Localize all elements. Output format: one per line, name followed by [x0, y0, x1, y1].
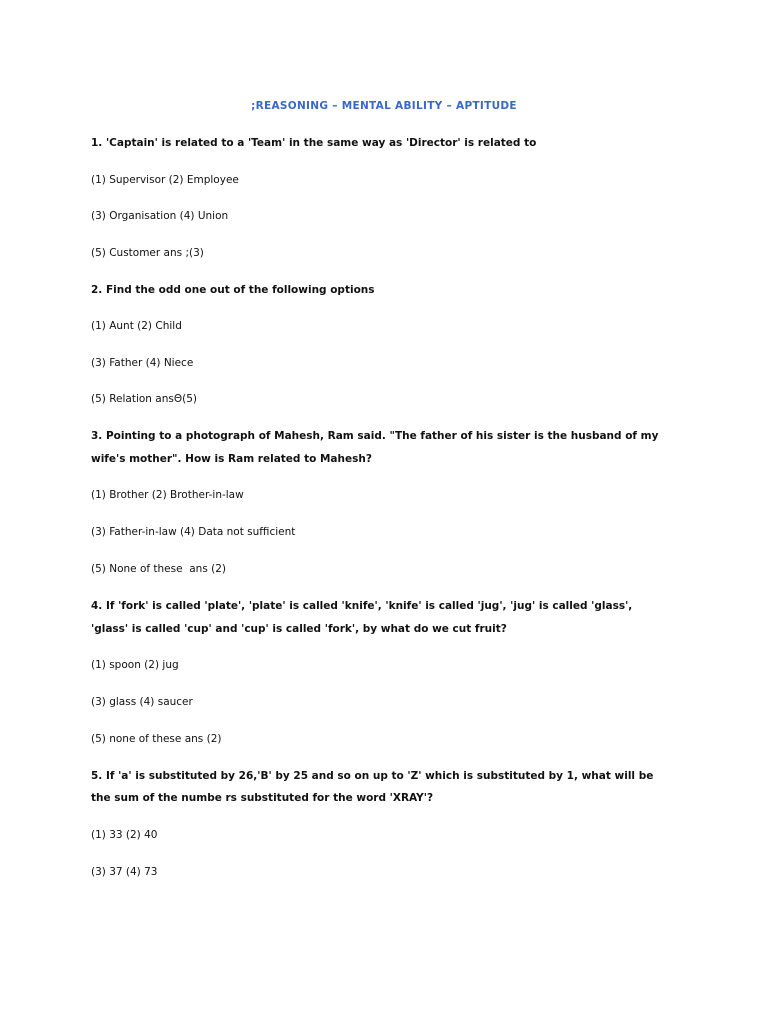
- document-title: ;REASONING – MENTAL ABILITY – APTITUDE: [251, 100, 517, 112]
- question-2-text: 2. Find the odd one out of the following options: [91, 284, 375, 296]
- question-2-option-line: (1) Aunt (2) Child: [91, 320, 182, 332]
- question-4-option-line: (1) spoon (2) jug: [91, 659, 179, 671]
- question-5-option-line: (1) 33 (2) 40: [91, 829, 158, 841]
- question-1-option-line: (3) Organisation (4) Union: [91, 210, 229, 222]
- question-1-text: 1. 'Captain' is related to a 'Team' in the same way as 'Director' is related to: [91, 137, 537, 149]
- question-3-text-cont: wife's mother". How is Ram related to Mahesh?: [91, 453, 372, 465]
- question-4-text: 4. If 'fork' is called 'plate', 'plate' is called 'knife', 'knife' is called 'jug', 'jug' is called 'glass',: [91, 600, 633, 612]
- question-5-option-line: (3) 37 (4) 73: [91, 866, 158, 878]
- question-1-option-line: (1) Supervisor (2) Employee: [91, 174, 239, 186]
- question-5-text-cont: the sum of the numbe rs substituted for the word 'XRAY'?: [91, 792, 434, 804]
- question-4-text-cont: 'glass' is called 'cup' and 'cup' is called 'fork', by what do we cut fruit?: [91, 623, 507, 635]
- question-2-option-line: (3) Father (4) Niece: [91, 357, 194, 369]
- question-3-option-line: (3) Father-in-law (4) Data not sufficient: [91, 526, 296, 538]
- question-5-text: 5. If 'a' is substituted by 26,'B' by 25 and so on up to 'Z' which is substituted by 1, what will be: [91, 770, 654, 782]
- question-3-option-line: (1) Brother (2) Brother-in-law: [91, 489, 244, 501]
- question-1-answer-line: (5) Customer ans ;(3): [91, 247, 204, 259]
- question-3-answer-line: (5) None of these ans (2): [91, 563, 227, 575]
- question-4-option-line: (3) glass (4) saucer: [91, 696, 193, 708]
- question-4-answer-line: (5) none of these ans (2): [91, 733, 222, 745]
- question-2-answer-line: (5) Relation ansΘ(5): [91, 393, 197, 405]
- question-3-text: 3. Pointing to a photograph of Mahesh, Ram said. "The father of his sister is the husband of my: [91, 430, 659, 442]
